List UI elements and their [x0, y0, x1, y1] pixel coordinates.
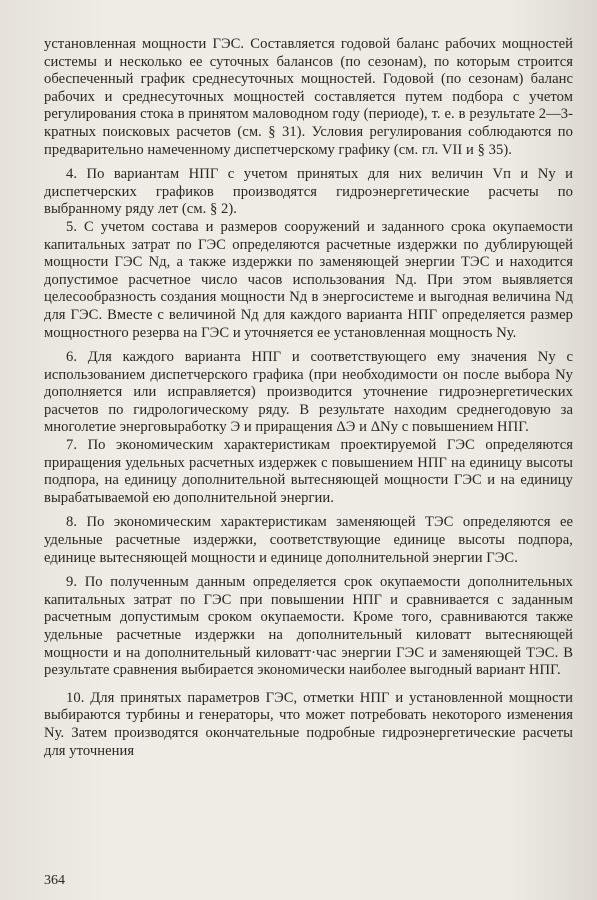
paragraph-item-10: 10. Для принятых параметров ГЭС, отметки НПГ и установленной мощности выбираются турбины и генераторы, что может потребовать некоторого изменения Nу. Затем производятся окончательные подробные гидроэнергетические расчеты для уточнения: [44, 689, 573, 759]
page-number: 364: [44, 873, 65, 888]
paragraph-item-7: 7. По экономическим характеристикам проектируемой ГЭС определяются приращения удельных расчетных издержек с повышением НПГ на единицу высоты подпора, на единицу дополнительной вытесняющей мощности ГЭС и на единицу вырабатываемой ею дополнительной энергии.: [44, 437, 573, 506]
paragraph-item-9: 9. По полученным данным определяется срок окупаемости дополнительных капитальных затрат по ГЭС при повышении НПГ и сравнивается с заданным расчетным допустимым сроком окупаемости. Кроме того, сравниваются также удельные расчетные издержки на дополнительный киловатт вытесняющей мощности и на дополнительный киловатт·час энергии ГЭС и заменяющей ТЭС. В результате сравнения выбирается экономически наиболее выгодный вариант НПГ.: [44, 574, 573, 679]
paragraph-item-8: 8. По экономическим характеристикам заменяющей ТЭС определяются ее удельные расчетные издержки, соответствующие единице высоты подпора, единице вытесняющей мощности и единице дополнительной энергии ГЭС.: [44, 514, 573, 566]
paragraph-item-5: 5. С учетом состава и размеров сооружений и заданного срока окупаемости капитальных затрат по ГЭС определяются расчетные издержки по дублирующей мощности ГЭС Nд, а также издержки по заменяющей энергии ТЭС и находится допустимое расчетное число часов использования Nд. При этом выявляется целесообразность создания мощности Nд в энергосистеме и выгодная величина Nд для ГЭС. Вместе с величиной Nд для каждого варианта НПГ определяется размер мощностного резерва на ГЭС и уточняется ее установленная мощность Nу.: [44, 218, 573, 341]
paragraph-item-4: 4. По вариантам НПГ с учетом принятых для них величин Vп и Nу и диспетчерских графиков производятся гидроэнергетические расчеты по выбранному ряду лет (см. § 2).: [44, 166, 573, 218]
paragraph-item-6: 6. Для каждого варианта НПГ и соответствующего ему значения Nу с использованием диспетчерского графика (при необходимости он после выбора Nу дополняется или исправляется) производится уточнение гидроэнергетических расчетов по гидрологическому ряду. В результате находим среднегодовую за многолетие энерговыработку Э и приращения ΔЭ и ΔNу с повышением НПГ.: [44, 349, 573, 436]
paragraph-continuation: установленная мощности ГЭС. Составляется годовой баланс рабочих мощностей системы и несколько ее суточных балансов (по сезонам), по которым строится обеспеченный график среднесуточных мощностей. Годовой (по сезонам) баланс рабочих и среднесуточных мощностей составляется путем подбора с учетом регулирования стока в принятом маловодном году (периоде), т. е. в результате 2—3-кратных поисковых расчетов (см. § 31). Условия регулирования соблюдаются по предварительно намеченному диспетчерскому графику (см. гл. VII и § 35).: [44, 36, 573, 158]
